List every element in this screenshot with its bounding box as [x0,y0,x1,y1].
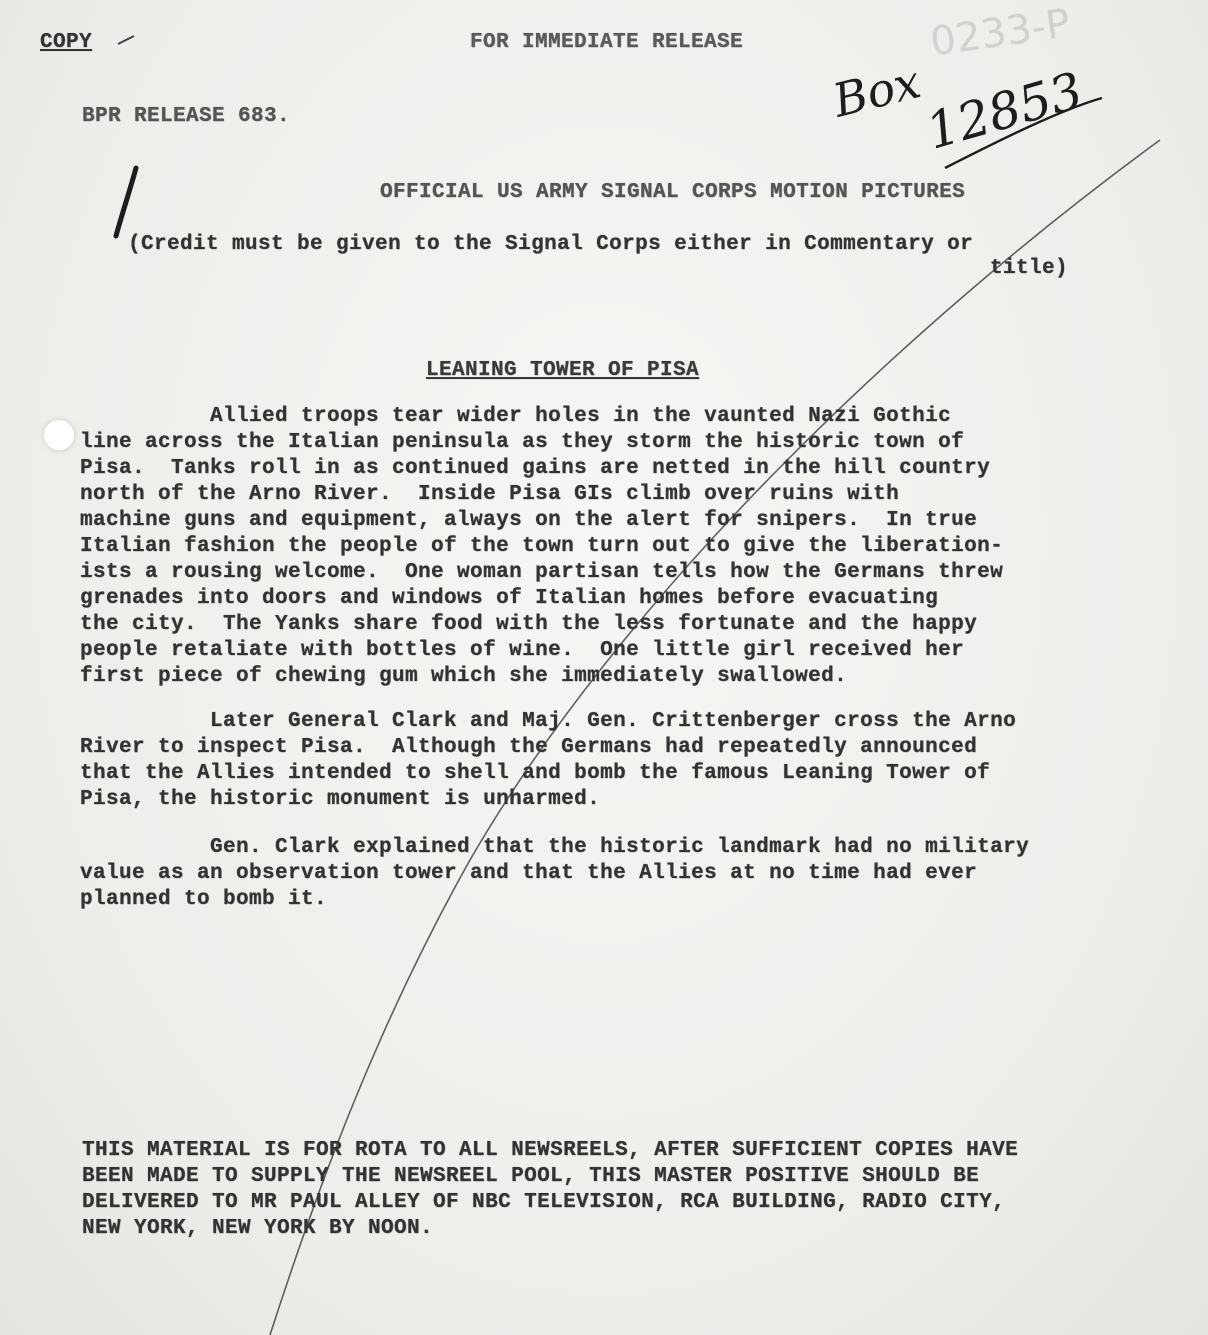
text-line: north of the Arno River. Inside Pisa GIs climb over ruins with [80,483,900,506]
text-line: Allied troops tear wider holes in the vaunted Nazi Gothic [80,405,952,428]
text-line: machine guns and equipment, always on the alert for snipers. In true [80,509,978,532]
box-label: Box [827,54,926,128]
text-line: Later General Clark and Maj. Gen. Crittenberger cross the Arno [80,710,1017,733]
text-line: Pisa. Tanks roll in as continued gains are netted in the hill country [80,457,991,480]
notice-line: NEW YORK, NEW YORK BY NOON. [82,1217,434,1240]
text-line: Pisa, the historic monument is unharmed. [80,788,601,811]
text-line: first piece of chewing gum which she immediately swallowed. [80,665,848,688]
story-title: LEANING TOWER OF PISA [426,359,700,382]
text-line: the city. The Yanks share food with the less fortunate and the happy [80,613,978,636]
notice-line: BEEN MADE TO SUPPLY THE NEWSREEL POOL, THIS MASTER POSITIVE SHOULD BE [82,1165,980,1188]
credit-line-2: title) [990,257,1069,280]
text-line: grenades into doors and windows of Italian homes before evacuating [80,587,939,610]
ghost-stamp-text: 0233-P [927,0,1073,66]
box-number: 12853 [920,61,1089,161]
paragraph-1 [80,404,1003,690]
tick-mark-stroke [116,168,136,236]
text-line: value as an observation tower and that the Allies at no time had ever [80,862,978,885]
copy-mark: COPY [40,31,93,54]
paragraph-3 [80,835,1029,913]
paragraph-2 [80,709,1016,813]
text-line: that the Allies intended to shell and bomb the famous Leaning Tower of [80,762,991,785]
text-line: Gen. Clark explained that the historic landmark had no military [80,836,1030,859]
credit-line-1: (Credit must be given to the Signal Corps either in Commentary or [128,233,974,256]
distribution-notice [82,1138,1018,1242]
text-line: River to inspect Pisa. Although the Germans had repeatedly announced [80,736,978,759]
copy-dash-stroke [118,36,134,44]
notice-line: THIS MATERIAL IS FOR ROTA TO ALL NEWSREELS, AFTER SUFFICIENT COPIES HAVE [82,1139,1019,1162]
text-line: planned to bomb it. [80,888,328,911]
official-title: OFFICIAL US ARMY SIGNAL CORPS MOTION PICTURES [380,181,966,204]
release-number: BPR RELEASE 683. [82,105,291,128]
text-line: line across the Italian peninsula as they storm the historic town of [80,431,965,454]
text-line: ists a rousing welcome. One woman partisan tells how the Germans threw [80,561,1004,584]
handwritten-box-note [815,54,1115,170]
punch-hole [44,420,74,450]
release-type: FOR IMMEDIATE RELEASE [470,31,744,54]
text-line: Italian fashion the people of the town turn out to give the liberation- [80,535,1004,558]
notice-line: DELIVERED TO MR PAUL ALLEY OF NBC TELEVISION, RCA BUILDING, RADIO CITY, [82,1191,1006,1214]
text-line: people retaliate with bottles of wine. One little girl received her [80,639,965,662]
